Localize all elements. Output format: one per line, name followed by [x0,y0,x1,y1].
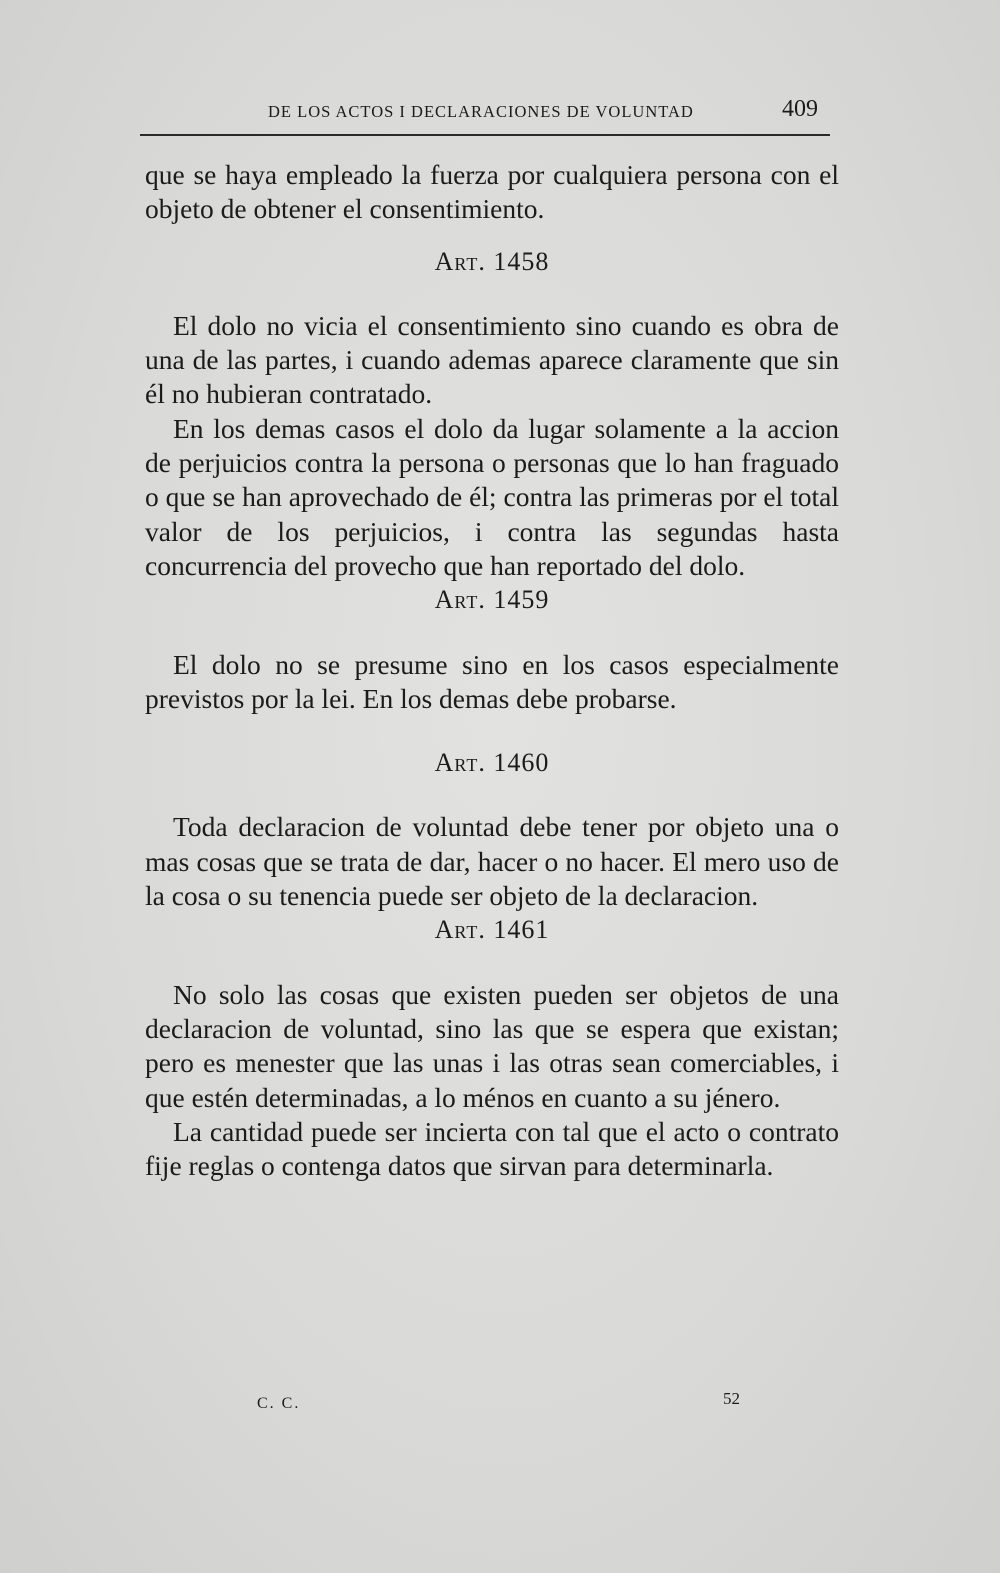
sheet-number: 52 [723,1389,740,1408]
running-title: DE LOS ACTOS I DECLARACIONES DE VOLUNTAD [268,102,694,121]
article-heading-1461: Art. 1461 [434,915,550,945]
article-1461-paragraph-2: La cantidad puede ser incierta con tal que el acto o contrato fije reglas o contenga datos que sirvan para determinarla. [145,1115,839,1182]
article-1460-paragraph-1: Toda declaracion de voluntad debe tener por objeto una o mas cosas que se trata de dar, hacer o no hacer. El mero uso de la cosa o su tenencia puede ser objeto de la declaracion. [145,811,839,912]
article-1458-paragraph-1: El dolo no vicia el consentimiento sino cuando es obra de una de las partes, i cuando ademas aparece claramente que sin él no hubieran contratado. [145,309,839,410]
continuation-paragraph: que se haya empleado la fuerza por cualquiera persona con el objeto de obtener el consentimiento. [145,159,839,225]
page-footer [145,1389,839,1425]
signature-mark: C. C. [257,1395,301,1412]
page-number: 409 [782,96,818,122]
article-1458-paragraph-2: En los demas casos el dolo da lugar solamente a la accion de perjuicios contra la persona o personas que lo han fraguado o que se han aprovechado de él; contra las primeras por el total valor de los perjuicios, i contra las segundas hasta concurrencia del provecho que han reportado del dolo. [145,412,839,581]
article-1459-paragraph-1: El dolo no se presume sino en los casos especialmente previstos por la lei. En los demas debe probarse. [145,648,839,714]
body-text [145,158,839,1183]
running-header [140,96,830,136]
article-1461-paragraph-1: No solo las cosas que existen pueden ser objetos de una declaracion de voluntad, sino las que se espera que existan; pero es menester que las unas i las otras sean comerciables, i que estén determinadas, a lo ménos en cuanto a su jénero. [145,978,839,1113]
article-heading-1460: Art. 1460 [434,748,550,778]
article-heading-1459: Art. 1459 [434,585,550,615]
article-heading-1458: Art. 1458 [434,246,550,276]
